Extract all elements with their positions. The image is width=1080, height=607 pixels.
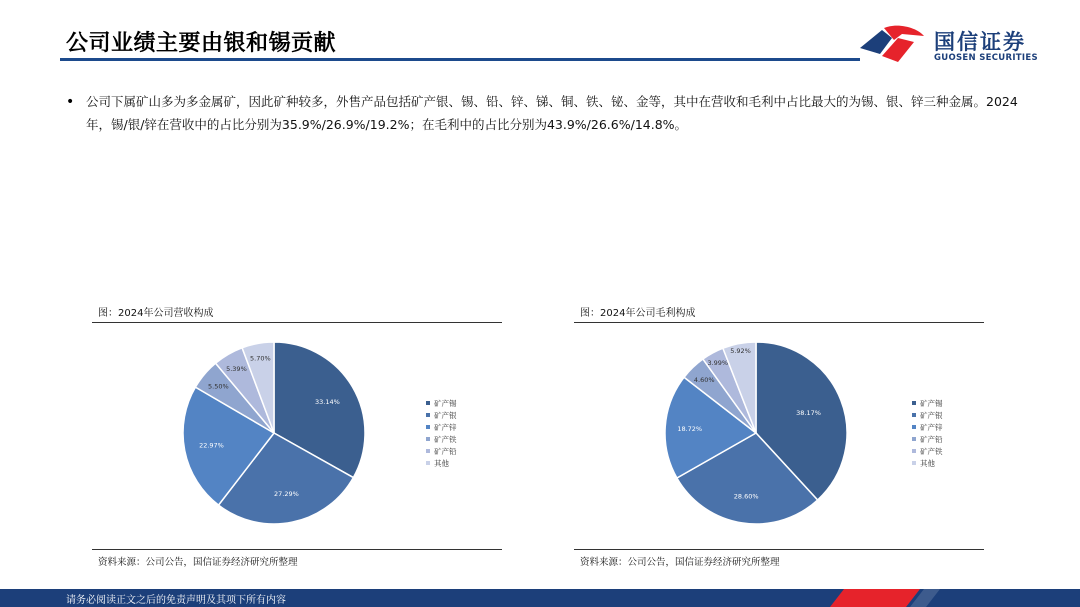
legend-label: 矿产铁: [434, 434, 457, 444]
legend-label: 矿产银: [434, 410, 457, 420]
legend-swatch: [426, 449, 430, 453]
legend-item: [912, 421, 943, 433]
legend-label: 矿产锡: [434, 398, 457, 408]
chart-top-rule: [92, 322, 502, 323]
logo-name-cn: 国信证券: [934, 30, 1026, 54]
legend-label: 矿产银: [920, 410, 943, 420]
legend-swatch: [426, 437, 430, 441]
bullet-marker: •: [66, 94, 75, 110]
logo-name-en: GUOSEN SECURITIES: [934, 53, 1038, 63]
company-logo: [858, 24, 1038, 64]
legend-item: [426, 421, 457, 433]
legend-swatch: [912, 437, 916, 441]
data-label: 5.92%: [730, 347, 751, 356]
chart-bottom-rule: [574, 549, 984, 550]
title-underline: [60, 58, 860, 61]
legend-label: 矿产锌: [434, 422, 457, 432]
revenue-chart-panel: [92, 304, 502, 574]
legend-item: [912, 445, 943, 457]
legend-swatch: [912, 401, 916, 405]
chart-title: 图：2024年公司营收构成: [98, 308, 214, 319]
data-label: 5.39%: [226, 365, 247, 374]
data-label: 4.60%: [693, 375, 715, 384]
guosen-logo-icon: [858, 24, 926, 64]
chart-top-rule: [574, 322, 984, 323]
data-label: 22.97%: [199, 441, 224, 450]
legend-label: 矿产铅: [920, 434, 943, 444]
legend-label: 矿产锡: [920, 398, 943, 408]
legend-swatch: [912, 449, 916, 453]
disclaimer-text: 请务必阅读正文之后的免责声明及其项下所有内容: [66, 595, 286, 606]
legend-label: 矿产铁: [920, 446, 943, 456]
legend-item: [426, 397, 457, 409]
data-label: 33.14%: [315, 398, 340, 407]
page-title: 公司业绩主要由银和锡贡献: [66, 31, 337, 56]
legend-item: [426, 445, 457, 457]
legend-item: [912, 433, 943, 445]
chart-bottom-rule: [92, 549, 502, 550]
data-label: 27.29%: [273, 490, 299, 499]
legend-swatch: [426, 413, 430, 417]
data-label: 5.50%: [208, 382, 229, 391]
legend-swatch: [912, 425, 916, 429]
profit-chart-panel: [574, 304, 984, 574]
data-label: 38.17%: [796, 409, 821, 418]
legend-label: 其他: [920, 458, 935, 468]
chart-title: 图：2024年公司毛利构成: [580, 308, 696, 319]
legend-label: 矿产铅: [434, 446, 457, 456]
legend-item: [426, 457, 457, 469]
legend-item: [426, 409, 457, 421]
legend-label: 矿产锌: [920, 422, 943, 432]
data-label: 28.60%: [733, 492, 759, 501]
legend-item: [426, 433, 457, 445]
legend-label: 其他: [434, 458, 449, 468]
legend-item: [912, 457, 943, 469]
chart-source: 资料来源：公司公告，国信证券经济研究所整理: [98, 557, 298, 568]
body-paragraph: 公司下属矿山多为多金属矿，因此矿种较多，外售产品包括矿产银、锡、铅、锌、锑、铜、铁、铋、金等，其中在营收和毛利中占比最大的为锡、银、锌三种金属。2024年，锡/银/锌在营收中的占比分别为35.9%/26.9%/19.2%；在毛利中的占比分别为43.9%/26.6%/14.8%。: [86, 94, 1018, 132]
legend-item: [912, 409, 943, 421]
legend-swatch: [912, 461, 916, 465]
data-label: 3.99%: [707, 359, 729, 368]
legend-swatch: [426, 461, 430, 465]
chart-legend: [426, 397, 457, 469]
legend-swatch: [426, 401, 430, 405]
legend-swatch: [912, 413, 916, 417]
footer-accent-stripes: [800, 589, 1080, 607]
chart-legend: [912, 397, 943, 469]
legend-item: [912, 397, 943, 409]
data-label: 18.72%: [677, 424, 703, 433]
chart-source: 资料来源：公司公告，国信证券经济研究所整理: [580, 557, 780, 568]
data-label: 5.70%: [250, 354, 271, 363]
legend-swatch: [426, 425, 430, 429]
